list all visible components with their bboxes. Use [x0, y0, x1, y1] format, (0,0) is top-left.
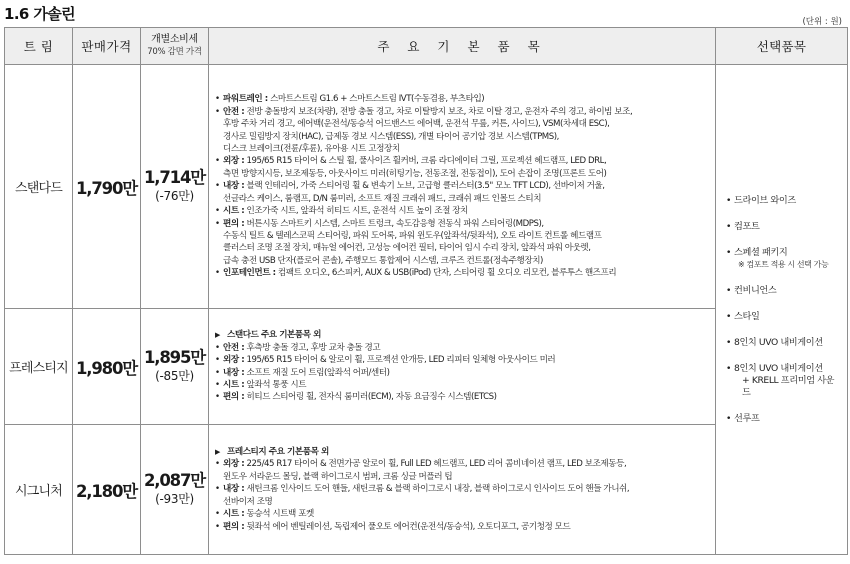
feature-lead: ▶ 프레스티지 주요 기본품목 외: [215, 446, 711, 458]
option-item: [726, 247, 841, 271]
feature-seat: [215, 205, 711, 217]
discount-delta-standard: (-76만): [155, 188, 194, 203]
trim-prestige: 프레스티지: [5, 309, 73, 425]
price-standard: 1,790만: [73, 65, 141, 309]
feature-label: 내장 :: [223, 367, 245, 378]
feature-exterior: [215, 458, 711, 483]
items-signature: [209, 425, 716, 555]
option-item: [726, 221, 841, 233]
feature-text: 전방 충돌방지 보조(차량), 전방 충돌 경고, 차로 이탈방지 보조, 차로 이탈 경고, 운전자 주의 경고, 하이빔 보조,: [244, 106, 633, 117]
feature-label: 편의 :: [223, 218, 245, 229]
feature-text: 195/65 R15 타이어 & 스틸 휠, 풀사이즈 휠커버, 크롬 라디에이터 그릴, 프로젝션 헤드램프, LED DRL,: [244, 156, 607, 167]
feature-text: 후방 주차 거리 경고, 에어백(운전석/동승석 어드밴스드 에어백, 운전석 무릎, 커튼, 사이드), VSM(차세대 ESC),: [223, 119, 610, 130]
feature-lead: ▶ 스탠다드 주요 기본품목 외: [215, 329, 711, 341]
feature-text: 스마트스트림 G1.6 + 스마트스트림 IVT(수동겸용, 부츠타입): [267, 94, 485, 105]
option-item: [726, 285, 841, 297]
feature-label: 안전 :: [223, 342, 245, 353]
feature-label: 안전 :: [223, 106, 245, 117]
feature-text: 경사로 밀림방지 장치(HAC), 급제동 경보 시스템(ESS), 개별 타이어 공기압 경보 시스템(TPMS),: [223, 131, 559, 142]
feature-text: 선바이저 조명: [223, 496, 273, 507]
discount-delta-signature: (-93만): [155, 491, 194, 506]
feature-safety: [215, 106, 711, 156]
feature-label: 내장 :: [223, 181, 245, 192]
header-price: 판매가격: [73, 28, 141, 65]
discount-delta-prestige: (-85만): [155, 368, 194, 383]
option-label: 스타일: [734, 310, 760, 322]
price-spec-table: [4, 27, 848, 555]
feature-text: 후측방 충돌 경고, 후방 교차 충돌 경고: [244, 342, 381, 353]
unit-note: (단위 : 원): [802, 17, 842, 27]
feature-label: 외장 :: [223, 156, 245, 167]
trim-standard: 스탠다드: [5, 65, 73, 309]
feature-text: 급속 충전 USB 단자(플로어 콘솔), 주행모드 통합제어 시스템, 크루즈 컨트롤(정속주행장치): [223, 255, 543, 266]
feature-text: 디스크 브레이크(전륜/후륜), 유아용 시트 고정장치: [223, 144, 400, 155]
feature-convenience: [215, 521, 711, 533]
feature-text: 수동식 틸트 & 텔레스코픽 스티어링, 파워 도어록, 파워 윈도우(앞좌석/뒷좌석), 오토 라이트 컨트롤 헤드램프: [223, 230, 602, 241]
feature-powertrain: [215, 93, 711, 105]
option-note: ※ 컴포트 적용 시 선택 가능: [738, 259, 829, 269]
feature-text: 측면 방향지시등, 보조제동등, 아웃사이드 미러(히팅기능, 전동조절, 전동접이), 도어 손잡이 조명(프론트 도어): [223, 168, 607, 179]
feature-exterior: [215, 155, 711, 180]
items-prestige: [209, 309, 716, 425]
feature-safety: [215, 342, 711, 354]
option-item: [726, 195, 841, 207]
feature-interior: [215, 180, 711, 205]
feature-label: 외장 :: [223, 459, 245, 470]
option-label: 8인치 UVO 내비게이션: [734, 336, 823, 348]
feature-seat: [215, 379, 711, 391]
discount-price-signature: 2,087만: [144, 470, 205, 490]
option-label-cont: + KRELL 프리미엄 사운드: [742, 374, 835, 398]
feature-label: 편의 :: [223, 521, 245, 532]
header-discount: [141, 28, 209, 65]
feature-text: 새틴크롬 인사이드 도어 핸들, 새틴크롬 & 블랙 하이그로시 내장, 블랙 하이그로시 인사이드 도어 핸들 가니쉬,: [244, 484, 630, 495]
discount-prestige: [141, 309, 209, 425]
feature-list-signature: [215, 446, 711, 533]
options-cell: [716, 65, 848, 555]
feature-label: 시트 :: [223, 509, 245, 520]
feature-text: 윈도우 서라운드 몰딩, 블랙 하이그로시 범퍼, 크롬 싱글 머플러 팁: [223, 471, 453, 482]
feature-text: 인조가죽 시트, 앞좌석 히티드 시트, 운전석 시트 높이 조절 장치: [244, 206, 468, 217]
option-item: [726, 311, 841, 323]
options-list: [726, 195, 841, 425]
option-item: [726, 413, 841, 425]
feature-text: 뒷좌석 에어 벤틸레이션, 독립제어 풀오토 에어컨(운전석/동승석), 오토디포그, 공기청정 모드: [244, 521, 571, 532]
feature-label: 파워트레인 :: [223, 94, 268, 105]
option-item: [726, 337, 841, 349]
feature-seat: [215, 508, 711, 520]
feature-list-standard: [215, 93, 711, 279]
feature-label: 편의 :: [223, 392, 245, 403]
feature-convenience: [215, 391, 711, 403]
feature-text: 앞좌석 통풍 시트: [244, 379, 307, 390]
trim-signature: 시그니처: [5, 425, 73, 555]
price-signature: 2,180만: [73, 425, 141, 555]
header-discount-title: 개별소비세: [151, 34, 198, 45]
feature-label: 시트 :: [223, 206, 245, 217]
feature-text: 히티드 스티어링 휠, 전자식 룸미러(ECM), 자동 요금징수 시스템(ETCS): [244, 392, 497, 403]
items-standard: [209, 65, 716, 309]
option-item: [726, 363, 841, 399]
feature-label: 시트 :: [223, 379, 245, 390]
feature-text: 컴팩트 오디오, 6스피커, AUX & USB(iPod) 단자, 스티어링 휠 오디오 리모컨, 블루투스 핸즈프리: [275, 268, 617, 279]
header-options: 선택품목: [716, 28, 848, 65]
header-discount-sub: 70% 감면 가격: [147, 47, 202, 57]
section-heading: 1.6 가솔린: [4, 5, 76, 23]
feature-label: 외장 :: [223, 355, 245, 366]
discount-price-standard: 1,714만: [144, 167, 205, 187]
feature-infotainment: [215, 267, 711, 279]
option-label: 8인치 UVO 내비게이션: [734, 362, 823, 374]
feature-list-prestige: [215, 329, 711, 403]
feature-text: 225/45 R17 타이어 & 전면가공 알로이 휠, Full LED 헤드램프, LED 리어 콤비네이션 램프, LED 보조제동등,: [244, 459, 627, 470]
feature-text: 동승석 시트백 포켓: [244, 509, 314, 520]
feature-label: 내장 :: [223, 484, 245, 495]
feature-text: 소프트 재질 도어 트림(앞좌석 어퍼/센터): [244, 367, 390, 378]
option-label: 컨비니언스: [734, 284, 777, 296]
table-row-standard: [5, 65, 848, 309]
price-prestige: 1,980만: [73, 309, 141, 425]
table-header-row: [5, 28, 848, 65]
discount-price-prestige: 1,895만: [144, 347, 205, 367]
feature-text: 195/65 R15 타이어 & 알로이 휠, 프로젝션 안개등, LED 리피터 일체형 아웃사이드 미러: [244, 355, 556, 366]
feature-interior: [215, 483, 711, 508]
header-trim: 트 림: [5, 28, 73, 65]
feature-interior: [215, 367, 711, 379]
option-label: 선루프: [734, 412, 760, 424]
feature-text: 클러스터 조명 조절 장치, 매뉴얼 에어컨, 고성능 에어컨 필터, 타이어 임시 수리 장치, 앞좌석 파워 아웃렛,: [223, 243, 591, 254]
discount-standard: [141, 65, 209, 309]
feature-text: 선글라스 케이스, 룸램프, D/N 룸미러, 소프트 재질 크래쉬 패드, 크래쉬 패드 인몰드 스티치: [223, 193, 542, 204]
discount-signature: [141, 425, 209, 555]
feature-label: 인포테인먼트 :: [223, 268, 276, 279]
feature-text: 블랙 인테리어, 가죽 스티어링 휠 & 변속기 노브, 고급형 클러스터(3.5" 모노 TFT LCD), 선바이저 거울,: [244, 181, 605, 192]
option-label: 스페셜 패키지: [734, 246, 788, 258]
option-label: 드라이브 와이즈: [734, 194, 796, 206]
feature-exterior: [215, 354, 711, 366]
header-main-items: 주 요 기 본 품 목: [209, 28, 716, 65]
option-label: 컴포트: [734, 220, 760, 232]
feature-text: 버튼시동 스마트키 시스템, 스마트 트렁크, 속도감응형 전동식 파워 스티어링(MDPS),: [244, 218, 544, 229]
feature-convenience: [215, 218, 711, 268]
